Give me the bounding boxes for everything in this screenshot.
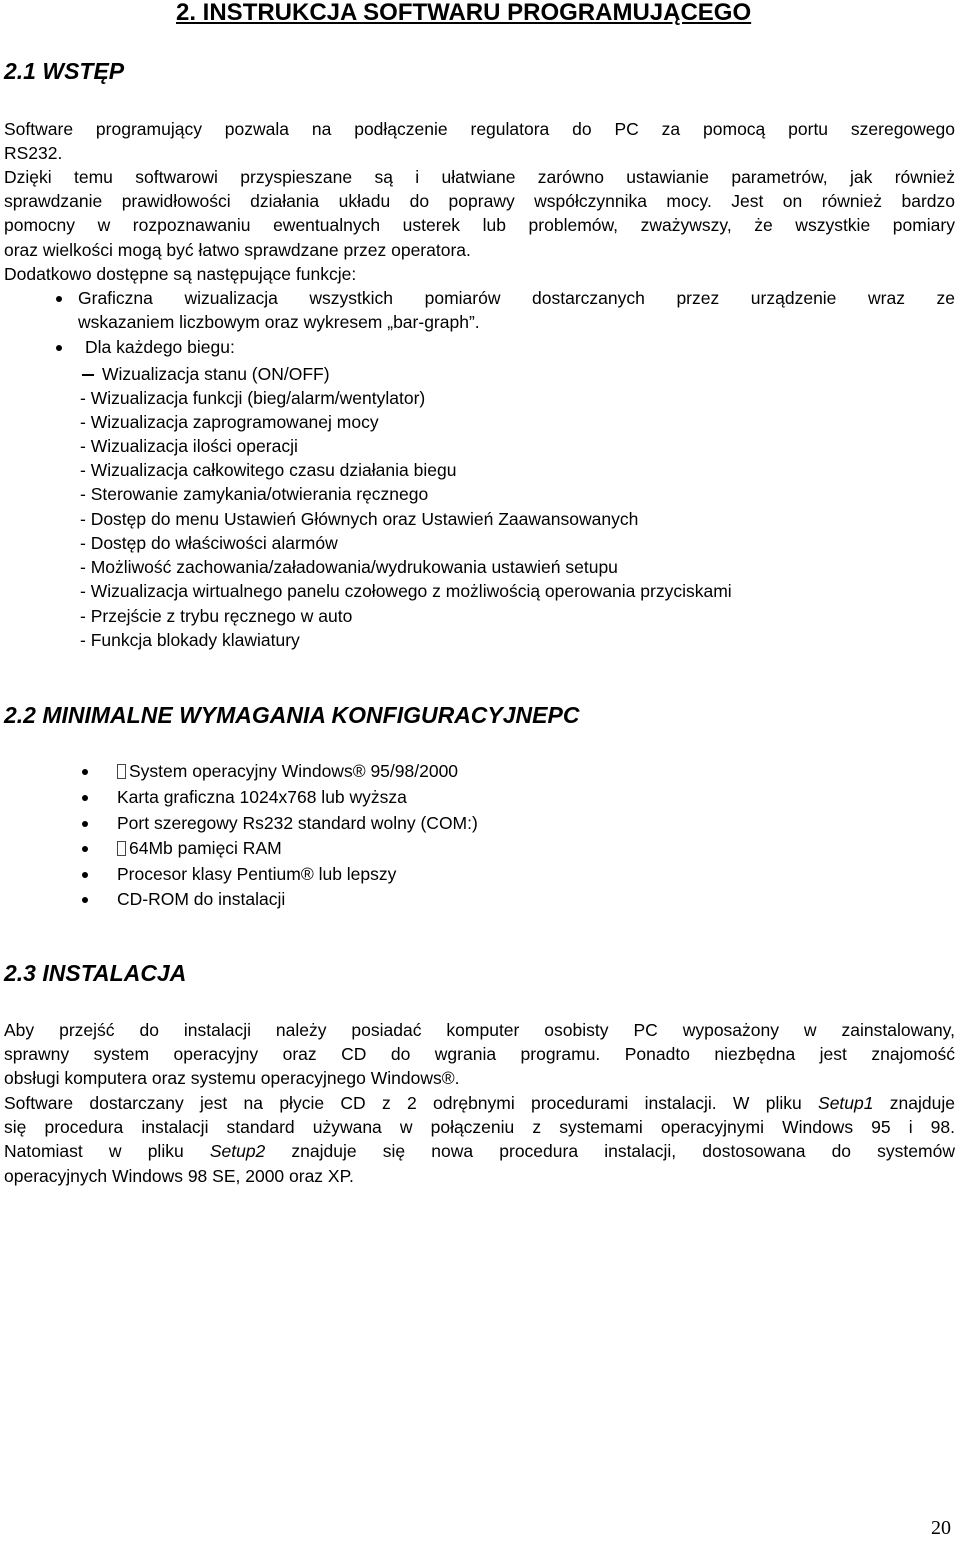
subitem: - Wizualizacja zaprogramowanej mocy — [80, 412, 379, 432]
installation-paragraph-2: Software dostarczany jest na płycie CD z 2 odrębnymi procedurami instalacji. W pliku Setup1 znajduje się procedura instalacji standard używana w połączeniu z systemami operacyjnymi Windows 95 i 98. Natomiast w pliku Setup2 znajduje się nowa procedura instalacji, dostosowana do systemów operacyjnych Windows 98 SE, 2000 oraz XP. — [4, 1093, 955, 1186]
requirement-graphics: Karta graficzna 1024x768 lub wyższa — [117, 787, 407, 807]
requirement-os: System operacyjny Windows® 95/98/2000 — [117, 759, 458, 783]
missing-glyph-icon — [117, 764, 126, 779]
bullet-dot — [82, 872, 88, 878]
bullet-dot — [82, 769, 88, 775]
section-heading-installation: 2.3 INSTALACJA — [4, 960, 187, 986]
intro-paragraph-2: Dzięki temu softwarowi przyspieszane są i ułatwiane zarówno ustawianie parametrów, jak również sprawdzanie prawidłowości działania układu do poprawy współczynnika mocy. Jest on również bardzo pomocny w rozpoznawaniu ewentualnych usterek lub problemów, zważywszy, że wszystkie pomiary oraz wielkości mogą być łatwo sprawdzane przez operatora. — [4, 167, 955, 260]
bullet-dot — [56, 345, 62, 351]
function-per-step: Dla każdego biegu: — [85, 337, 235, 357]
requirement-ram: 64Mb pamięci RAM — [117, 836, 282, 860]
installation-paragraph-1: Aby przejść do instalacji należy posiadać komputer osobisty PC wyposażony w zainstalowany, sprawny system operacyjny oraz CD do wgrania programu. Ponadto niezbędna jest znajomość obsługi komputera oraz systemu operacyjnego Windows®. — [4, 1020, 955, 1089]
file-name-setup1: Setup1 — [818, 1093, 874, 1113]
function-graphic-visualization: Graficzna wizualizacja wszystkich pomiarów dostarczanych przez urządzenie wraz ze wskazaniem liczbowym oraz wykresem „bar-graph”. — [78, 288, 955, 333]
bullet-dot — [82, 821, 88, 827]
requirement-cdrom: CD-ROM do instalacji — [117, 889, 286, 909]
bullet-dot — [56, 296, 62, 302]
chapter-title: 2. INSTRUKCJA SOFTWARU PROGRAMUJĄCEGO — [176, 0, 752, 26]
subitem: - Dostęp do menu Ustawień Głównych oraz Ustawień Zaawansowanych — [80, 509, 639, 529]
subitem: - Przejście z trybu ręcznego w auto — [80, 606, 353, 626]
requirement-cpu: Procesor klasy Pentium® lub lepszy — [117, 864, 397, 884]
subitem: - Sterowanie zamykania/otwierania ręcznego — [80, 484, 429, 504]
intro-paragraph-1: Software programujący pozwala na podłączenie regulatora do PC za pomocą portu szeregowego RS232. — [4, 119, 955, 164]
page-number: 20 — [931, 1517, 951, 1539]
dash-icon — [82, 374, 94, 376]
requirement-serial-port: Port szeregowy Rs232 standard wolny (COM:) — [117, 813, 478, 833]
file-name-setup2: Setup2 — [209, 1141, 266, 1162]
subitem: - Dostęp do właściwości alarmów — [80, 533, 338, 553]
missing-glyph-icon — [117, 841, 126, 856]
subitem: - Możliwość zachowania/załadowania/wydrukowania ustawień setupu — [80, 557, 618, 577]
subitem: - Wizualizacja całkowitego czasu działania biegu — [80, 460, 457, 480]
bullet-dot — [82, 897, 88, 903]
bullet-dot — [82, 795, 88, 801]
section-heading-intro: 2.1 WSTĘP — [4, 58, 125, 84]
subitem: Wizualizacja stanu (ON/OFF) — [102, 364, 330, 384]
subitem: - Wizualizacja wirtualnego panelu czołowego z możliwością operowania przyciskami — [80, 581, 732, 601]
functions-intro: Dodatkowo dostępne są następujące funkcje: — [4, 264, 357, 284]
subitem: - Funkcja blokady klawiatury — [80, 630, 300, 650]
section-heading-requirements: 2.2 MINIMALNE WYMAGANIA KONFIGURACYJNEPC — [4, 702, 580, 728]
subitem: - Wizualizacja funkcji (bieg/alarm/wentylator) — [80, 388, 426, 408]
bullet-dot — [82, 846, 88, 852]
subitem: - Wizualizacja ilości operacji — [80, 436, 298, 456]
